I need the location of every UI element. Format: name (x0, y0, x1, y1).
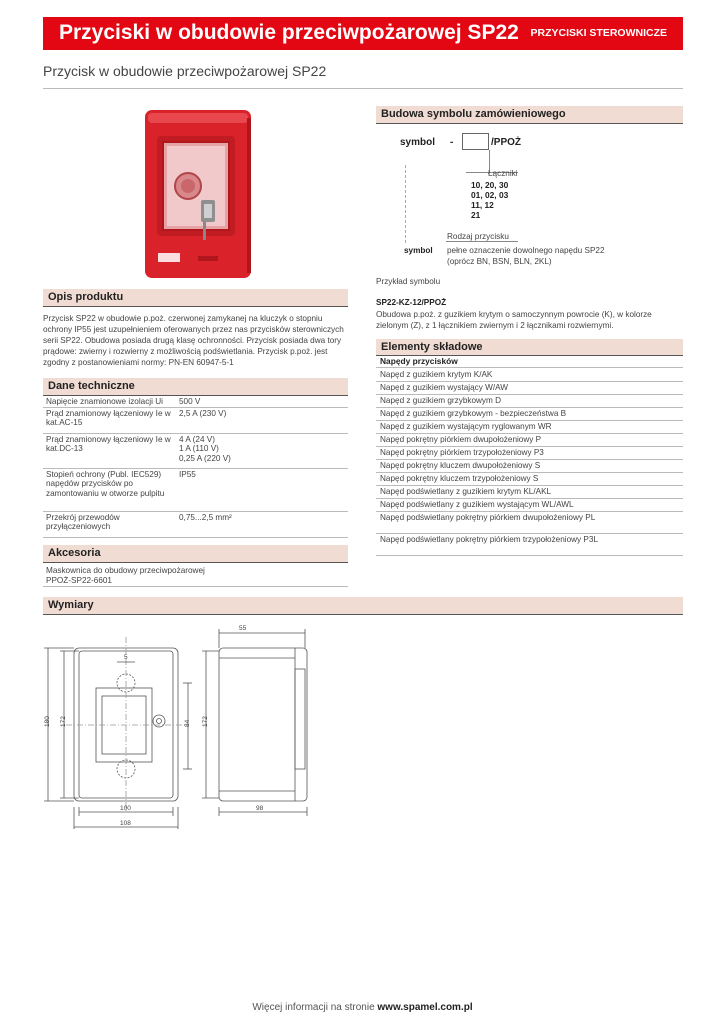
components-table-cell: Napęd pokrętny piórkiem dwupołożeniowy P (380, 435, 542, 444)
technical-data-value: 500 V (179, 397, 201, 406)
components-table-row (376, 534, 683, 556)
components-table-cell: Napęd podświetlany pokrętny piórkiem dwupołożeniowy PL (380, 513, 596, 522)
components-table-row (376, 395, 683, 408)
components-table-row (376, 512, 683, 534)
product-photo (143, 108, 255, 280)
product-description-heading: Opis produktu (48, 291, 124, 303)
page-subtitle: Przycisk w obudowie przeciwpożarowej SP22 (43, 63, 327, 79)
connector-codes (471, 180, 508, 220)
components-table-row (376, 408, 683, 421)
technical-data-row (43, 408, 348, 434)
components-table-row (376, 421, 683, 434)
product-description-band (43, 289, 348, 306)
category-label: PRZYCISKI STEROWNICZE (530, 27, 667, 39)
technical-data-value: 2,5 A (230 V) (179, 409, 227, 418)
example-label: Przykład symbolu (376, 277, 441, 286)
technical-data-heading: Dane techniczne (48, 380, 135, 392)
components-table-row (376, 369, 683, 382)
symbol-suffix: /PPOŻ (491, 137, 522, 148)
components-heading: Elementy składowe (381, 341, 483, 353)
accessories-text-2: PPOŻ-SP22-6601 (46, 576, 112, 585)
symbol-input-box (462, 133, 489, 150)
technical-data-key: Przekrój przewodów przyłączeniowych (46, 513, 120, 532)
technical-data-row (43, 396, 348, 408)
accessories-band (43, 545, 348, 562)
technical-data-key: Prąd znamionowy łączeniowy Ie w kat.DC-13 (46, 435, 171, 454)
dimensions-band (43, 597, 683, 614)
connectors-label: Łączniki (488, 169, 518, 178)
example-code: SP22-KZ-12/PPOŻ (376, 298, 447, 307)
side-view-drawing (192, 617, 322, 832)
symbol-section-band (376, 106, 683, 123)
connector-code: 10, 20, 30 (471, 180, 509, 190)
technical-data-row (43, 512, 348, 538)
dim-5-label: 5 (124, 654, 128, 661)
symbol-word: symbol (400, 137, 436, 148)
symbol-section-heading: Budowa symbolu zamówieniowego (381, 108, 566, 120)
dim-172-side-label: 172 (202, 716, 209, 727)
technical-data-value: 4 A (24 V) 1 A (110 V) 0,25 A (220 V) (179, 435, 231, 463)
connector-code: 01, 02, 03 (471, 190, 509, 200)
dim-180-label: 180 (44, 716, 51, 727)
footer-link[interactable]: www.spamel.com.pl (377, 1002, 473, 1013)
components-table-cell: Napęd podświetlany pokrętny piórkiem trzypołożeniowy P3L (380, 535, 598, 544)
accessories-bottom-line (43, 586, 348, 587)
dimensions-line (43, 614, 683, 615)
components-table-cell: Napęd z guzikiem wystającym ryglowanym WR (380, 422, 552, 431)
button-type-leader (446, 241, 518, 242)
dimensions-heading: Wymiary (48, 599, 94, 611)
components-table-row (376, 382, 683, 395)
components-table-cell: Napęd z guzikiem grzybkowym - bezpieczeństwa B (380, 409, 567, 418)
button-type-symbol: symbol (404, 246, 433, 255)
components-table-row (376, 434, 683, 447)
footer (0, 1002, 725, 1013)
connector-code: 11, 12 (471, 200, 494, 210)
components-table-cell: Napęd podświetlany z guzikiem krytym KL/AKL (380, 487, 552, 496)
technical-data-value: IP55 (179, 470, 196, 479)
components-table-cell: Napęd pokrętny kluczem dwupołożeniowy S (380, 461, 541, 470)
dim-55-label: 55 (239, 625, 247, 632)
technical-data-key: Prąd znamionowy łączeniowy Ie w kat.AC-15 (46, 409, 171, 428)
dim-84-label: 84 (184, 719, 191, 727)
components-table-cell: Napęd pokrętny piórkiem trzypołożeniowy P3 (380, 448, 544, 457)
accessories-line (43, 562, 348, 563)
symbol-dashed-leader (405, 165, 406, 243)
front-view-drawing (38, 617, 208, 832)
dim-98-label: 98 (256, 805, 264, 812)
technical-data-band (43, 378, 348, 395)
components-table-header-label: Napędy przycisków (380, 356, 458, 366)
components-table-row (376, 486, 683, 499)
page-title: Przyciski w obudowie przeciwpożarowej SP22 (59, 21, 519, 44)
example-description: Obudowa p.poż. z guzikiem krytym o samoczynnym powrocie (K), w kolorze zielonym (Z), z 1 łącznikiem zwiernym i 2 łącznikami rozwiernymi. (376, 310, 652, 330)
dim-108-label: 108 (120, 820, 131, 827)
technical-data-key: Stopień ochrony (Publ. IEC529) napędów przycisków po zamontowaniu w otworze pulpitu (46, 470, 165, 498)
button-type-desc-2: (oprócz BN, BSN, BLN, 2KL) (447, 257, 552, 266)
components-table-cell: Napęd z guzikiem grzybkowym D (380, 396, 502, 405)
components-table-header (376, 355, 683, 368)
components-table-cell: Napęd pokrętny kluczem trzypołożeniowy S (380, 474, 539, 483)
accessories-text-1: Maskownica do obudowy przeciwpożarowej (46, 566, 205, 575)
technical-data-value: 0,75...2,5 mm² (179, 513, 232, 522)
product-description-text: Przycisk SP22 w obudowie p.poż. czerwonej zamykanej na kluczyk o stopniu ochrony IP55 jest uzupełnieniem oferowanych przez nas przycisków sterowniczych serii SP22. Obudowa posiada drugą klasę ochronności. Przycisk posiada dwa tory prądowe: zwierny i rozwierny z możliwością podświetlania. Przycisk p.poż. jest zgodny z postanowieniami normy: PN-EN 60947-5-1 (43, 314, 344, 367)
connector-code: 21 (471, 210, 481, 220)
technical-data-key: Napięcie znamionowe izolacji Ui (46, 397, 163, 406)
technical-data-row (43, 434, 348, 469)
accessories-heading: Akcesoria (48, 547, 101, 559)
subtitle-divider (43, 88, 683, 89)
components-table-row (376, 473, 683, 486)
product-description-line (43, 306, 348, 307)
symbol-section-line (376, 123, 683, 124)
components-table-cell: Napęd z guzikiem wystający W/AW (380, 383, 509, 392)
components-table-row (376, 447, 683, 460)
components-band (376, 339, 683, 356)
components-table-row (376, 460, 683, 473)
components-table-cell: Napęd podświetlany z guzikiem wystającym WL/AWL (380, 500, 574, 509)
components-table-cell: Napęd z guzikiem krytym K/AK (380, 370, 493, 379)
symbol-dash: - (450, 137, 454, 148)
components-table-row (376, 499, 683, 512)
footer-text: Więcej informacji na stronie (252, 1002, 375, 1013)
dim-172-label: 172 (60, 716, 67, 727)
technical-data-row (43, 469, 348, 512)
dim-100-label: 100 (120, 805, 131, 812)
button-type-label: Rodzaj przycisku (447, 232, 509, 241)
button-type-desc-1: pełne oznaczenie dowolnego napędu SP22 (447, 246, 605, 255)
header-bar (43, 17, 683, 50)
